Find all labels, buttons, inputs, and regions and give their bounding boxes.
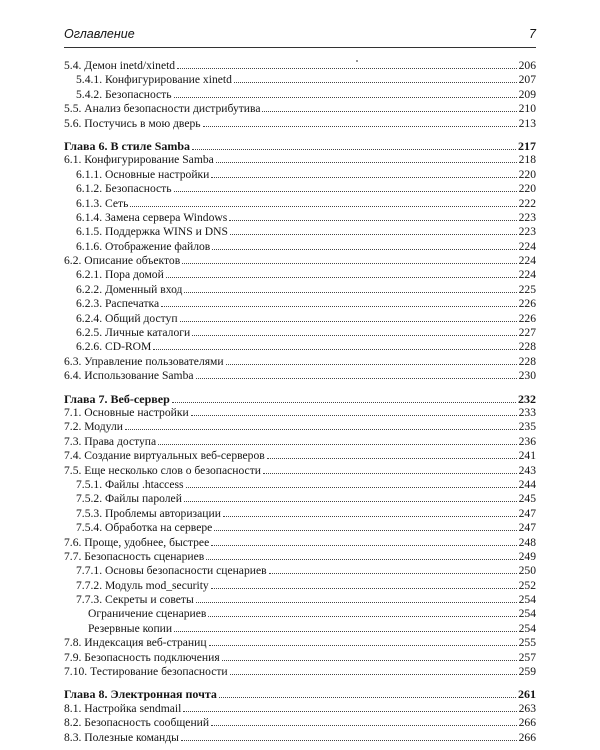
toc-entry[interactable] xyxy=(64,449,536,463)
toc-entry-title: 7.3. Права доступа xyxy=(64,434,157,448)
toc-entry-page: 243 xyxy=(518,463,536,477)
toc-entry[interactable] xyxy=(64,507,536,521)
toc-entry[interactable] xyxy=(64,117,536,131)
toc-entry[interactable] xyxy=(64,716,536,730)
dot-leader xyxy=(211,177,516,178)
toc-entry-page: 213 xyxy=(518,116,536,130)
toc-entry-title: 7.5.3. Проблемы авторизации xyxy=(76,506,221,520)
dot-leader xyxy=(230,674,517,675)
toc-chapter-entry[interactable] xyxy=(64,687,536,701)
toc-entry[interactable] xyxy=(64,593,536,607)
dot-leader xyxy=(229,220,516,221)
toc-entry-page: 224 xyxy=(518,268,536,282)
chapter-spacer xyxy=(64,131,536,139)
toc-entry-title: 8.1. Настройка sendmail xyxy=(64,701,182,715)
toc-entry-title: 8.3. Полезные команды xyxy=(64,730,179,744)
dot-leader xyxy=(130,206,516,207)
dot-leader xyxy=(158,444,516,445)
toc-entry-title: 7.7. Безопасность сценариев xyxy=(64,549,205,563)
toc-entry[interactable] xyxy=(64,211,536,225)
dot-leader xyxy=(209,645,517,646)
toc-entry-title: Резервные копии xyxy=(88,621,173,635)
toc-entry[interactable] xyxy=(64,622,536,636)
toc-entry-title: 6.2.2. Доменный вход xyxy=(76,282,183,296)
dot-leader xyxy=(214,530,516,531)
toc-entry-title: 6.2.3. Распечатка xyxy=(76,297,160,311)
toc-entry-title: 7.9. Безопасность подключения xyxy=(64,650,220,664)
dot-leader xyxy=(196,602,517,603)
toc-entry-page: 220 xyxy=(518,167,536,181)
toc-entry[interactable] xyxy=(64,536,536,550)
toc-entry-page: 207 xyxy=(518,73,536,87)
toc-entry-title: 7.7.2. Модуль mod_security xyxy=(76,578,209,592)
toc-entry-page: 223 xyxy=(518,210,536,224)
toc-entry-page: 236 xyxy=(518,434,536,448)
dot-leader xyxy=(177,68,517,69)
toc-entry-title: 5.4. Демон inetd/xinetd xyxy=(64,59,176,72)
toc-entry[interactable] xyxy=(64,636,536,650)
dot-leader xyxy=(180,321,517,322)
dot-leader xyxy=(269,573,517,574)
dot-leader xyxy=(192,335,516,336)
toc-entry-page: 232 xyxy=(518,391,536,406)
dot-leader xyxy=(174,631,517,632)
toc-entry-title: 7.7.3. Секреты и советы xyxy=(76,593,194,607)
toc-entry-page: 263 xyxy=(518,701,536,715)
dot-leader xyxy=(166,277,517,278)
toc-entry-page: 233 xyxy=(518,405,536,419)
toc-entry-title: 7.1. Основные настройки xyxy=(64,405,189,419)
toc-entry[interactable] xyxy=(64,579,536,593)
toc-entry[interactable] xyxy=(64,607,536,621)
toc-entry-page: 257 xyxy=(518,650,536,664)
dot-leader xyxy=(191,415,517,416)
toc-entry-page: 224 xyxy=(518,239,536,253)
dot-leader xyxy=(222,660,517,661)
toc-entry-page: 247 xyxy=(518,521,536,535)
toc-entry[interactable] xyxy=(64,702,536,716)
toc-entry[interactable] xyxy=(64,435,536,449)
toc-entry[interactable] xyxy=(64,268,536,282)
dot-leader xyxy=(196,378,517,379)
dot-leader xyxy=(172,402,516,403)
running-header xyxy=(64,27,536,48)
dot-leader xyxy=(230,234,517,235)
toc-entry-page: 210 xyxy=(518,102,536,116)
dot-leader xyxy=(161,306,516,307)
toc-entry-page: 259 xyxy=(518,665,536,679)
toc-entry-page: 248 xyxy=(518,535,536,549)
toc-entry-title: 5.4.2. Безопасность xyxy=(76,87,172,101)
toc-entry[interactable] xyxy=(64,240,536,254)
toc-entry-title: 6.1.4. Замена сервера Windows xyxy=(76,210,228,224)
toc-entry[interactable] xyxy=(64,731,536,745)
toc-entry[interactable] xyxy=(64,197,536,211)
dot-leader xyxy=(153,349,516,350)
dot-leader xyxy=(267,458,517,459)
toc-entry[interactable] xyxy=(64,153,536,167)
toc-entry-page: 206 xyxy=(518,59,536,72)
toc-entry[interactable] xyxy=(64,225,536,239)
dot-leader xyxy=(182,263,516,264)
toc-entry-title: 6.1.2. Безопасность xyxy=(76,182,172,196)
toc-entry-title: 6.4. Использование Samba xyxy=(64,369,194,383)
dot-leader xyxy=(206,559,516,560)
toc-entry-title: 7.8. Индексация веб-страниц xyxy=(64,636,207,650)
toc-entry-title: 7.2. Модули xyxy=(64,420,123,434)
toc-entry-page: 223 xyxy=(518,225,536,239)
dot-leader xyxy=(226,364,517,365)
toc-entry[interactable] xyxy=(64,420,536,434)
dot-leader xyxy=(216,162,517,163)
dot-leader xyxy=(203,126,517,127)
toc-entry-title: 6.2. Описание объектов xyxy=(64,254,181,268)
dot-leader xyxy=(263,473,517,474)
toc-entry[interactable] xyxy=(64,312,536,326)
toc-entry-title: 7.7.1. Основы безопасности сценариев xyxy=(76,564,267,578)
toc-entry-title: Ограничение сценариев xyxy=(88,607,207,621)
toc-entry-title: 6.1.6. Отображение файлов xyxy=(76,239,211,253)
dot-leader xyxy=(174,191,517,192)
toc-entry-title: 8.2. Безопасность сообщений xyxy=(64,716,210,730)
toc-entry-title: 7.5.2. Файлы паролей xyxy=(76,492,182,506)
toc-entry-page: 227 xyxy=(518,326,536,340)
toc-entry-page: 228 xyxy=(518,354,536,368)
toc-entry[interactable] xyxy=(64,168,536,182)
toc-entry-page: 254 xyxy=(518,593,536,607)
toc-entry-page: 226 xyxy=(518,297,536,311)
dot-leader xyxy=(208,616,516,617)
toc-entry[interactable] xyxy=(64,340,536,354)
toc-entry-title: 5.6. Постучись в мою дверь xyxy=(64,116,201,130)
toc-entry-title: 5.4.1. Конфигурирование xinetd xyxy=(76,73,232,87)
toc-entry[interactable] xyxy=(64,355,536,369)
toc-entry-title: Глава 6. В стиле Samba xyxy=(64,138,191,153)
toc-entry-page: 228 xyxy=(518,340,536,354)
toc-entry-page: 255 xyxy=(518,636,536,650)
toc-entry-page: 261 xyxy=(518,687,536,702)
toc-entry[interactable] xyxy=(64,102,536,116)
dot-leader xyxy=(181,740,517,741)
table-of-contents xyxy=(64,59,536,745)
toc-entry-title: Глава 8. Электронная почта xyxy=(64,687,217,702)
toc-entry[interactable] xyxy=(64,665,536,679)
toc-entry-title: 6.1.3. Сеть xyxy=(76,196,129,210)
toc-entry[interactable] xyxy=(64,369,536,383)
toc-entry-title: Глава 7. Веб-сервер xyxy=(64,391,170,406)
dot-leader xyxy=(262,111,516,112)
toc-entry-title: 6.2.6. CD-ROM xyxy=(76,340,152,354)
toc-entry[interactable] xyxy=(64,550,536,564)
toc-entry-page: 254 xyxy=(518,607,536,621)
toc-entry-title: 6.1.5. Поддержка WINS и DNS xyxy=(76,225,228,239)
chapter-spacer xyxy=(64,384,536,392)
toc-entry-page: 241 xyxy=(518,449,536,463)
toc-entry[interactable] xyxy=(64,464,536,478)
toc-entry-title: 7.5.1. Файлы .htaccess xyxy=(76,477,184,491)
dot-leader xyxy=(184,292,516,293)
toc-entry[interactable] xyxy=(64,88,536,102)
dot-leader xyxy=(234,82,517,83)
toc-entry[interactable] xyxy=(64,283,536,297)
toc-entry-title: 6.2.5. Личные каталоги xyxy=(76,326,191,340)
dot-leader xyxy=(223,516,517,517)
toc-entry-page: 220 xyxy=(518,182,536,196)
toc-entry-page: 217 xyxy=(518,138,536,153)
toc-entry[interactable] xyxy=(64,651,536,665)
toc-entry-page: 247 xyxy=(518,506,536,520)
toc-entry-title: 6.2.1. Пора домой xyxy=(76,268,164,282)
toc-entry-page: 254 xyxy=(518,621,536,635)
toc-entry-title: 7.5. Еще несколько слов о безопасности xyxy=(64,463,261,477)
toc-entry[interactable] xyxy=(64,406,536,420)
toc-entry[interactable] xyxy=(64,326,536,340)
dot-leader xyxy=(219,697,516,698)
toc-entry[interactable] xyxy=(64,73,536,87)
toc-entry-page: 244 xyxy=(518,477,536,491)
header-title: Оглавление xyxy=(64,27,135,41)
toc-entry-page: 266 xyxy=(518,730,536,744)
toc-entry[interactable] xyxy=(64,59,536,73)
toc-entry-page: 222 xyxy=(518,196,536,210)
toc-entry-title: 6.3. Управление пользователями xyxy=(64,354,224,368)
chapter-spacer xyxy=(64,679,536,687)
dot-leader xyxy=(174,97,517,98)
toc-entry[interactable] xyxy=(64,254,536,268)
toc-entry-page: 249 xyxy=(518,549,536,563)
dot-leader xyxy=(192,149,516,150)
header-page-number: 7 xyxy=(529,27,536,41)
dot-leader xyxy=(184,501,517,502)
dot-leader xyxy=(212,249,516,250)
toc-entry-title: 7.5.4. Обработка на сервере xyxy=(76,521,213,535)
toc-entry-title: 5.5. Анализ безопасности дистрибутива xyxy=(64,102,261,116)
toc-entry-page: 225 xyxy=(518,282,536,296)
toc-entry-page: 226 xyxy=(518,311,536,325)
toc-entry-page: 266 xyxy=(518,716,536,730)
dot-leader xyxy=(183,711,516,712)
toc-entry[interactable] xyxy=(64,564,536,578)
toc-entry[interactable] xyxy=(64,297,536,311)
toc-entry-page: 235 xyxy=(518,420,536,434)
toc-entry-title: 6.2.4. Общий доступ xyxy=(76,311,178,325)
toc-entry-title: 7.4. Создание виртуальных веб-серверов xyxy=(64,449,265,463)
toc-entry-page: 245 xyxy=(518,492,536,506)
toc-entry-title: 6.1.1. Основные настройки xyxy=(76,167,210,181)
toc-entry-page: 252 xyxy=(518,578,536,592)
toc-chapter-entry[interactable] xyxy=(64,392,536,406)
dot-leader xyxy=(211,588,517,589)
toc-entry-title: 7.6. Проще, удобнее, быстрее xyxy=(64,535,210,549)
toc-entry-page: 250 xyxy=(518,564,536,578)
dot-leader xyxy=(211,725,517,726)
toc-entry[interactable] xyxy=(64,492,536,506)
toc-entry-page: 230 xyxy=(518,369,536,383)
toc-entry-page: 224 xyxy=(518,254,536,268)
toc-chapter-entry[interactable] xyxy=(64,139,536,153)
dot-leader xyxy=(125,429,517,430)
toc-entry[interactable] xyxy=(64,182,536,196)
toc-entry-title: 7.10. Тестирование безопасности xyxy=(64,665,228,679)
toc-entry-page: 209 xyxy=(518,87,536,101)
dot-leader xyxy=(211,545,516,546)
toc-entry[interactable] xyxy=(64,521,536,535)
toc-entry[interactable] xyxy=(64,478,536,492)
dot-leader xyxy=(186,487,517,488)
toc-entry-title: 6.1. Конфигурирование Samba xyxy=(64,153,214,167)
toc-entry-page: 218 xyxy=(518,153,536,167)
